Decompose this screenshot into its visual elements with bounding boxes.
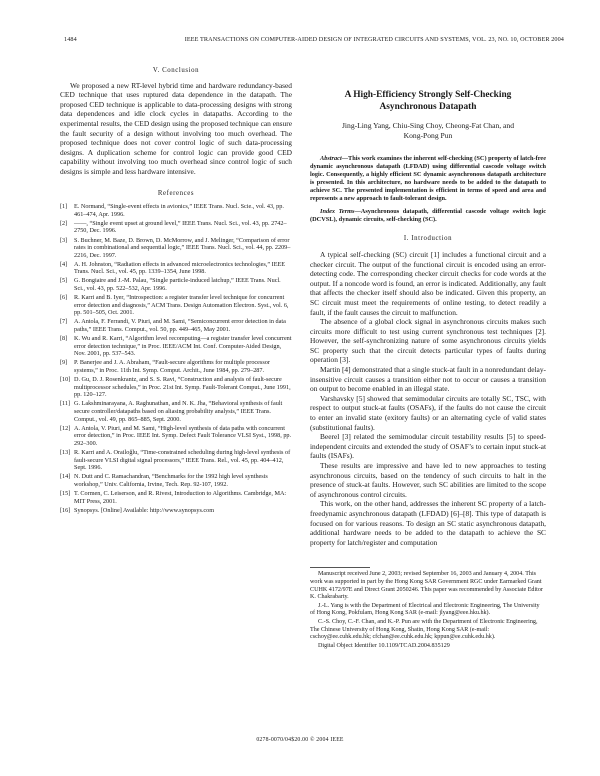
- reference-text: G. Lakshminarayana, A. Raghunathan, and N. K. Jha, “Behavioral synthesis of fault secure controller/datapaths based on aliasing probability analysis,” IEEE Trans. Comput., vol. 49, pp. 865–885, Sept. 2000.: [74, 400, 283, 423]
- authors-line: Kong-Pong Pun: [403, 130, 453, 140]
- reference-item: [60, 294, 292, 317]
- conclusion-paragraph: We proposed a new RT-level hybrid time and hardware redundancy-based CED technique that uses ruptured data dependence in the datapath. The proposed CED technique is applicable to data-processing designs with strong data dependences and idle clock cycles in datapaths. According to the experimental results, the CED design using the proposed technique can ensure the fault security of a design without involving too much overhead. The proposed technique does not cover control logic of such data-processing designs. A duplication scheme for control logic can provide good CED capability without involving too much overhead since control logic of such designs is simple and less hardware intensive.: [60, 80, 292, 176]
- title-line: A High-Efficiency Strongly Self-Checking: [344, 90, 512, 100]
- article-title: [310, 90, 546, 113]
- reference-number: [15]: [60, 489, 71, 497]
- reference-number: [10]: [60, 376, 71, 384]
- reference-item: [60, 335, 292, 358]
- intro-paragraph: Varshavsky [5] showed that semimodular circuits are totally SC, TSC, with respect to output stuck-at faults (OSAFs), if the faults do not cause the circuit to enter an invalid state (exitory faults) or an alternating cycle of valid states (substitutional faults).: [310, 393, 546, 432]
- author-list: [310, 121, 546, 141]
- reference-item: [60, 490, 292, 505]
- index-terms-text: Asynchronous datapath, differential cascode voltage switch logic (DCVSL), dynamic circuits, self-checking (SC).: [310, 208, 546, 224]
- reference-text: K. Wu and R. Karri, “Algorithm level recomputing—a register transfer level concurrent error detection technique,” in Proc. IEEE/ACM Int. Conf. Computer-Aided Design, Nov. 2001, pp. 537–543.: [74, 335, 292, 358]
- page-number: 1484: [64, 36, 77, 43]
- footnote-manuscript: Manuscript received June 2, 2003; revised September 16, 2003 and January 4, 2004. This work was supported in part by the Hong Kong SAR Government RGC under Earmarked Grant CUHK 4172/97E and Direct Grant 2050246. This paper was recommended by Associate Editor K. Chakrabarty.: [310, 571, 543, 601]
- footnote-affiliation: J.-L. Yang is with the Department of Electrical and Electronic Engineering, The University of Hong Kong, Pokfulam, Hong Kong SAR (e-mail: jlyang@eee.hku.hk).: [310, 602, 540, 617]
- reference-number: [14]: [60, 473, 71, 481]
- reference-text: A. H. Johnston, “Radiation effects in advanced microelectronics technologies,” IEEE Trans. Nucl. Sci., vol. 45, pp. 1339–1354, June 1998.: [74, 260, 286, 276]
- introduction-heading: I. Introduction: [403, 235, 453, 243]
- intro-paragraph: Beerel [3] related the semimodular circuit testability results [5] to speed-independent circuits and extended the study of OSAF’s to certain input stuck-at faults (ISAFs).: [310, 432, 546, 461]
- left-column: [60, 60, 292, 516]
- reference-number: [13]: [60, 448, 71, 456]
- reference-number: [7]: [60, 318, 68, 326]
- intro-paragraph: These results are impressive and have led to new approaches to testing asynchronous circuits, based on the tendency of such circuits to halt in the presence of stuck-at faults. However, such SC abilities are limited to the scope of asynchronous control circuits.: [310, 461, 546, 499]
- reference-number: [12]: [60, 424, 71, 432]
- reference-number: [11]: [60, 400, 71, 408]
- reference-text: R. Karri and A. Orailoğlu, “Time-constrained scheduling during high-level synthesis of fault-secure VLSI digital signal processors,” IEEE Trans. Rel., vol. 45, pp. 404–412, Sept. 1996.: [74, 448, 291, 472]
- intro-paragraph: This work, on the other hand, addresses the inherent SC property of a latch-freedynamic asynchronous datapath (LFDAD) [6]–[8]. This type of datapath is focused on for various reasons. To design an SC static asynchronous datapath, additional hardware needs to be added to the datapath to achieve the SC property for latch/register and computation: [310, 499, 546, 547]
- abstract-text: This work examines the inherent self-checking (SC) property of latch-free dynamic asynchronous datapath (LFDAD) using differential cascode voltage switch logic. Consequently, a highly efficient SC dynamic asynchronous datapath architecture is presented. In this architecture, no hardware needs to be added to the datapath to achieve SC. The presented implementation is efficient in terms of speed and area and represents a new approach to fault-tolerant design.: [310, 154, 546, 203]
- reference-text: Synopsys. [Online] Available: http://www.synopsys.com: [74, 506, 215, 514]
- reference-item: [60, 473, 292, 488]
- reference-number: [1]: [60, 203, 68, 211]
- reference-list: [60, 203, 292, 514]
- right-column: [310, 60, 546, 651]
- reference-item: [60, 203, 292, 218]
- footnote-affiliation: C.-S. Choy, C.-F. Chan, and K.-P. Pun are with the Department of Electronic Engineering, The Chinese University of Hong Kong, Shatin, Hong Kong SAR (e-mail: cschoy@ee.cuhk.edu.hk; cfchan@ee.cuhk.edu.hk; kppun@ee.cuhk.edu.hk).: [310, 618, 538, 641]
- intro-paragraph: The absence of a global clock signal in asynchronous circuits makes such circuits more difficult to test using current synchronous test techniques [2]. However, the self-synchronizing nature of some asynchronous circuits yields SC property such that the circuit detects particular types of faults during operation [3].: [310, 317, 546, 365]
- reference-number: [6]: [60, 294, 68, 302]
- reference-item: [60, 507, 292, 515]
- reference-text: R. Karri and B. Iyer, “Introspection: a register transfer level technique for concurrent error detection and diagnosis,” ACM Trans. Design Automation Electron. Syst., vol. 6, pp. 501–505, Oct. 2001.: [74, 294, 289, 317]
- reference-item: [60, 220, 292, 235]
- conclusion-heading: V. Conclusion: [152, 67, 200, 74]
- reference-text: E. Normand, “Single-event effects in avionics,” IEEE Trans. Nucl. Scie., vol. 43, pp. 461–474, Apr. 1996.: [74, 203, 284, 218]
- authors-line: Jing-Ling Yang, Chiu-Sing Choy, Cheong-Fat Chan, and: [341, 121, 515, 130]
- reference-item: [60, 400, 292, 423]
- reference-number: [3]: [60, 236, 68, 244]
- references-heading: References: [157, 189, 195, 197]
- reference-item: [60, 425, 292, 448]
- reference-text: A. Antola, V. Piuri, and M. Sami, “High-level synthesis of data paths with concurrent error detection,” in Proc. IEEE Int. Symp. Defect Fault Tolerance VLSI Syst., 1998, pp. 292–300.: [74, 424, 292, 447]
- reference-item: [60, 237, 292, 260]
- index-terms-label: Index Terms—: [320, 208, 361, 216]
- reference-item: [60, 359, 292, 374]
- reference-text: T. Cormen, C. Leiserson, and R. Rivest, Introduction to Algorithms. Cambridge, MA: MIT Press, 2001.: [74, 489, 287, 505]
- footnote-divider: [310, 567, 370, 568]
- reference-text: D. Gu, D. J. Rosenkrantz, and S. S. Ravi, “Construction and analysis of fault-secure multiprocessor schedules,” in Proc. 21st Int. Symp. Fault-Tolerant Comput., June 1991, pp. 120–127.: [74, 376, 291, 399]
- reference-number: [4]: [60, 260, 68, 268]
- reference-item: [60, 318, 292, 333]
- footnote-doi: Digital Object Identifier 10.1109/TCAD.2004.835129: [318, 642, 450, 649]
- intro-paragraph: Martin [4] demonstrated that a single stuck-at fault in a nonredundant delay-insensitive circuit causes a transition either not to occur or causes a transition on output to become enabled in an illegal state.: [310, 365, 546, 394]
- index-terms: [310, 208, 546, 224]
- reference-number: [9]: [60, 359, 68, 367]
- title-line: Asynchronous Datapath: [379, 101, 477, 112]
- reference-number: [16]: [60, 506, 71, 514]
- running-head: IEEE TRANSACTIONS ON COMPUTER-AIDED DESIGN OF INTEGRATED CIRCUITS AND SYSTEMS, VOL. 23, NO. 10, OCTOBER 2004: [184, 36, 564, 43]
- reference-text: A. Antola, F. Ferrandi, V. Piuri, and M. Sami, “Semiconcurrent error detection in data paths,” IEEE Trans. Comput., vol. 50, pp. 449–465, May 2001.: [74, 318, 286, 334]
- abstract: [310, 155, 546, 204]
- reference-item: [60, 277, 292, 292]
- reference-text: S. Buchner, M. Baze, D. Brown, D. McMorrow, and J. Melinger, “Comparison of error rates in combinational and sequential logic,” IEEE Trans. Nucl. Sci., vol. 44, pp. 2209–2216, Dec. 1997.: [74, 236, 291, 259]
- intro-paragraph: A typical self-checking (SC) circuit [1] includes a functional circuit and a checker circuit. The output of the functional circuit is encoded using an error-detecting code. The corresponding checker circuit checks for code words at the output. If a noncode word is found, an error is indicated. Additionally, any fault that affects the checker itself should also be indicated. Given this property, an SC circuit must meet the requirements of online testing, to detect readily a fault, if the fault causes the circuit to malfunction.: [310, 249, 546, 317]
- reference-item: [60, 449, 292, 472]
- reference-item: [60, 261, 292, 276]
- reference-number: [2]: [60, 219, 68, 227]
- abstract-label: Abstract—: [320, 154, 348, 162]
- reference-text: ——, “Single event upset at ground level,” IEEE Trans. Nucl. Sci., vol. 43, pp. 2742–2750, Dec. 1996.: [74, 219, 287, 235]
- reference-item: [60, 376, 292, 399]
- copyright-footer: 0278-0070/04$20.00 © 2004 IEEE: [256, 737, 344, 743]
- reference-number: [5]: [60, 277, 68, 285]
- reference-text: P. Banerjee and J. A. Abraham, “Fault-secure algorithms for multiple processor systems,” in Proc. 11th Int. Symp. Comput. Archit., June 1984, pp. 279–287.: [74, 359, 270, 374]
- reference-text: G. Bongiaire and J.-M. Palau, “Single particle-induced latchup,” IEEE Trans. Nucl. Sci., vol. 43, pp. 522–532, Apr. 1996.: [74, 277, 281, 293]
- reference-number: [8]: [60, 335, 68, 343]
- reference-text: N. Dutt and C. Ramachandran, “Benchmarks for the 1992 high level synthesis workshop,” Univ. California, Irvine, Tech. Rep. 92-107, 1992.: [74, 473, 268, 488]
